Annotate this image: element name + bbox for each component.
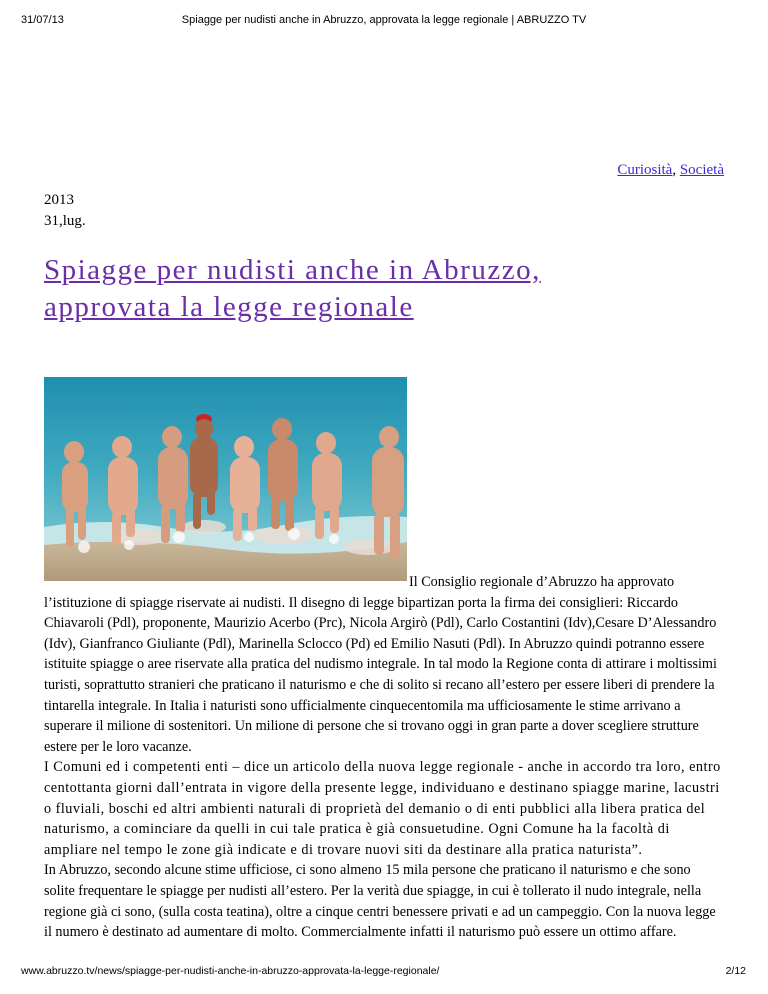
- post-year: 2013: [44, 192, 74, 208]
- category-link-curiosita[interactable]: Curiosità: [617, 162, 673, 178]
- print-page-title: Spiagge per nudisti anche in Abruzzo, approvata la legge regionale | ABRUZZO TV: [181, 14, 587, 26]
- print-date: 31/07/13: [21, 14, 64, 26]
- article-title-link[interactable]: Spiagge per nudisti anche in Abruzzo, approvata la legge regionale: [44, 254, 541, 323]
- article-body: [44, 572, 724, 943]
- article-paragraph-3: In Abruzzo, secondo alcune stime ufficiose, ci sono almeno 15 mila persone che praticano il naturismo e che sono solite frequentare le spiagge per nudisti all’estero. Per la verità due spiagge, in cui è tollerato il nudo integrale, nella regione già ci sono, (sulla costa teatina), oltre a cinque centri benessere privati e ad un campeggio. Con la nuova legge il numero è destinato ad aumentare di molto. Commercialmente infatti il naturismo può essere un ottimo affare.: [44, 862, 716, 941]
- category-link-societa[interactable]: Società: [679, 162, 724, 178]
- category-links: [617, 162, 724, 179]
- category-separator: ,: [672, 162, 680, 178]
- print-footer-url: www.abruzzo.tv/news/spiagge-per-nudisti-anche-in-abruzzo-approvata-la-legge-regionale/: [21, 965, 440, 977]
- article-paragraph-2: I Comuni ed i competenti enti – dice un articolo della nuova legge regionale - anche in accordo tra loro, entro centottanta giorni dall’entrata in vigore della presente legge, individuano e destinano spiagge marine, lacustri o fluviali, boschi ed altri ambienti naturali di proprietà del demanio o di enti pubblici alla libera pratica del naturismo, a cominciare da quelli in cui tale pratica è già consuetudine. Ogni Comune ha la facoltà di ampliare nel tempo le zone già indicate e di trovare nuovi siti da destinare alla pratica naturista”.: [44, 759, 721, 858]
- print-page-number: 2/12: [725, 965, 746, 977]
- article-paragraph-1: Il Consiglio regionale d’Abruzzo ha approvato l’istituzione di spiagge riservate ai nudisti. Il disegno di legge bipartizan porta la firma dei consiglieri: Riccardo Chiavaroli (Pdl), proponente, Maurizio Acerbo (Prc), Nicola Argirò (Pdl), Carlo Costantini (Idv),Cesare D’Alessandro (Idv), Gianfranco Giuliante (Pdl), Marinella Sclocco (Pd) ed Emilio Nasuti (Pdl). In Abruzzo quindi potranno essere istituite spiagge o aree riservate alla pratica del nudismo integrale. In tal modo la Regione conta di attirare i moltissimi turisti, soprattutto stranieri che praticano il naturismo e che di solito si recano all’estero per essere liberi di prendere la tintarella integrale. In Italia i naturisti sono ufficialmente cinquecentomila ma ufficiosamente le stime arrivano a superare il milione di sostenitori. Un milione di persone che si trovano oggi in gran parte a dover scegliere strutture estere per le loro vacanze.: [44, 574, 717, 755]
- post-day-month: 31,lug.: [44, 213, 86, 229]
- article-photo: [44, 377, 407, 581]
- image-float-spacer: [44, 572, 409, 575]
